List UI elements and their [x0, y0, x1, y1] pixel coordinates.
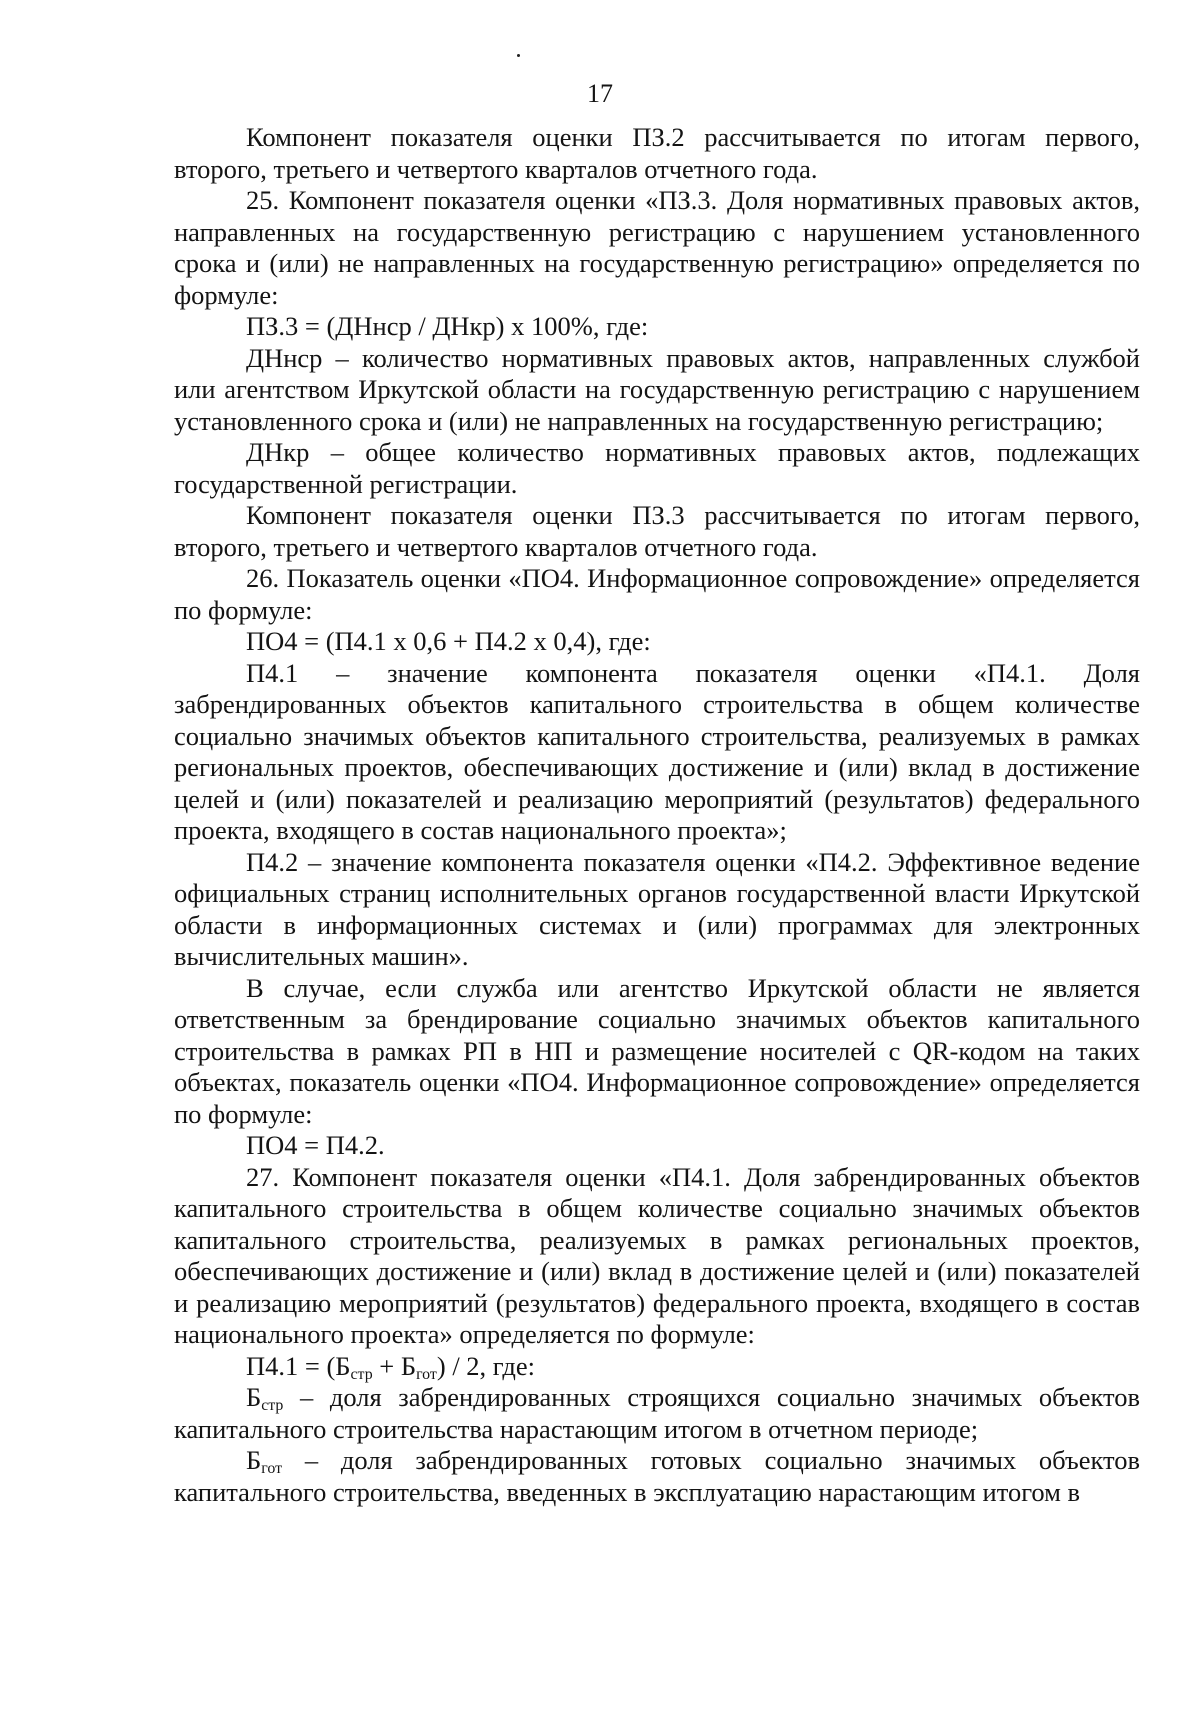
formula-mid: + Б [372, 1350, 417, 1381]
definition-text: – доля забрендированных готовых социально значимых объектов капитального строительства, введенных в эксплуатацию нарастающим итогом в [174, 1445, 1140, 1507]
subscript: гот [416, 1365, 437, 1383]
definition-dnkr: ДНкр – общее количество нормативных правовых актов, подлежащих государственной регистрации. [174, 437, 1140, 499]
formula-po4-alt: ПО4 = П4.2. [246, 1130, 385, 1160]
formula-lhs: П4.1 = (Б [246, 1350, 351, 1381]
definition-dnnsr: ДНнср – количество нормативных правовых актов, направленных службой или агентством Иркутской области на государственную регистрацию с нарушением установленного срока и (или) не направленных на государственную регистрацию; [174, 342, 1140, 436]
formula-rhs: ) / 2, где: [436, 1350, 535, 1381]
definition-p4-1: П4.1 – значение компонента показателя оценки «П4.1. Доля забрендированных объектов капитального строительства в общем количестве социально значимых объектов капитального строительства, реализуемых в рамках региональных проектов, обеспечивающих достижение и (или) вклад в достижение целей и (или) показателей и реализацию мероприятий (результатов) федерального проекта, входящего в состав национального проекта»; [174, 657, 1140, 845]
definition-bstr [174, 1382, 1140, 1445]
subscript: стр [350, 1365, 373, 1383]
paragraph: 25. Компонент показателя оценки «ПЗ.3. Доля нормативных правовых актов, направленных на государственную регистрацию с нарушением установленного срока и (или) не направленных на государственную регистрацию» определяется по формуле: [174, 185, 1140, 310]
scan-speck [517, 54, 520, 57]
definition-bgot [174, 1445, 1140, 1508]
paragraph: В случае, если служба или агентство Иркутской области не является ответственным за брендирование социально значимых объектов капитального строительства в рамках РП в НП и размещение носителей с QR-кодом на таких объектах, показатель оценки «ПО4. Информационное сопровождение» определяется по формуле: [174, 972, 1140, 1129]
definition-text: – доля забрендированных строящихся социально значимых объектов капитального строительства нарастающим итогом в отчетном периоде; [174, 1382, 1140, 1444]
paragraph: 27. Компонент показателя оценки «П4.1. Доля забрендированных объектов капитального строительства в общем количестве социально значимых объектов капитального строительства, реализуемых в рамках региональных проектов, обеспечивающих достижение и (или) вклад в достижение целей и (или) показателей и реализацию мероприятий (результатов) федерального проекта, входящего в состав национального проекта» определяется по формуле: [174, 1161, 1140, 1349]
page-number: 17 [587, 79, 613, 108]
formula-p4-1 [174, 1351, 1140, 1383]
document-body [174, 122, 1140, 1508]
formula-p3-3: ПЗ.3 = (ДНнср / ДНкр) x 100%, где: [246, 311, 649, 341]
subscript: стр [261, 1396, 284, 1414]
paragraph: Компонент показателя оценки ПЗ.2 рассчитывается по итогам первого, второго, третьего и четвертого кварталов отчетного года. [174, 122, 1140, 184]
definition-p4-2: П4.2 – значение компонента показателя оценки «П4.2. Эффективное ведение официальных страниц исполнительных органов государственной власти Иркутской области в информационных системах и (или) программах для электронных вычислительных машин». [174, 846, 1140, 971]
paragraph: Компонент показателя оценки ПЗ.3 рассчитывается по итогам первого, второго, третьего и четвертого кварталов отчетного года. [174, 500, 1140, 562]
paragraph: 26. Показатель оценки «ПО4. Информационное сопровождение» определяется по формуле: [174, 563, 1140, 625]
subscript: гот [261, 1459, 283, 1477]
symbol: Б [246, 1382, 262, 1412]
formula-po4: ПО4 = (П4.1 x 0,6 + П4.2 x 0,4), где: [246, 626, 651, 656]
symbol: Б [246, 1445, 262, 1475]
